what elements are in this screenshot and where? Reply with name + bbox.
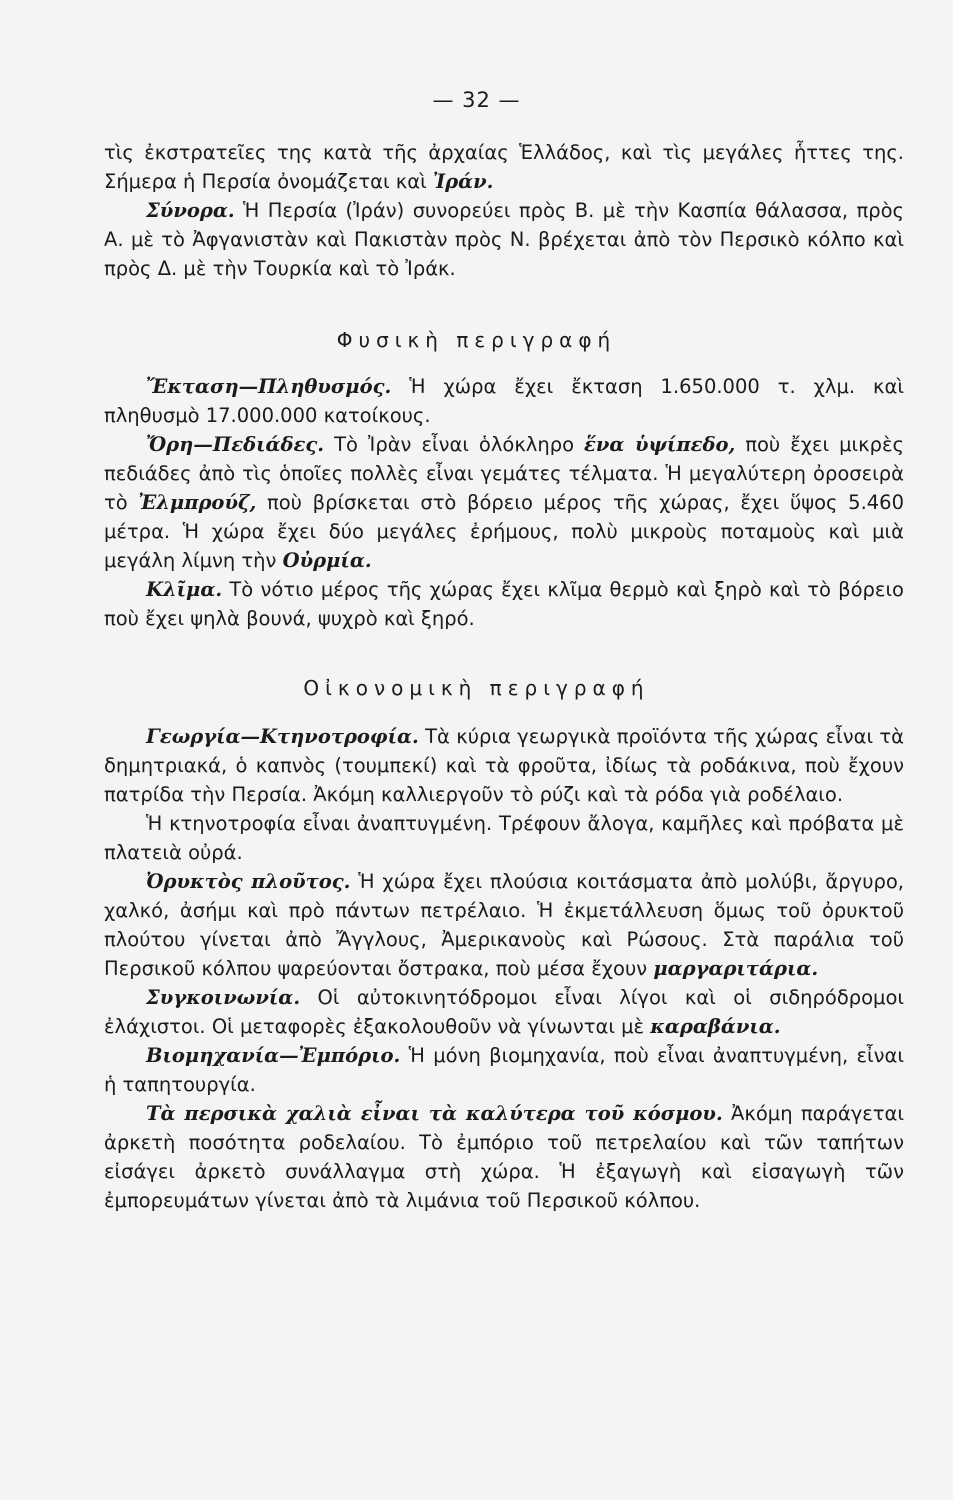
economic-block	[104, 722, 904, 1215]
economic-heading: Οἰκονομικὴ περιγραφή	[303, 676, 650, 700]
relief-emphasis-3: Οὐρμία.	[282, 549, 372, 572]
minerals-text: Ἡ χώρα ἔχει πλούσια κοιτάσματα ἀπὸ μολύβι, ἄργυρο, χαλκό, ἀσήμι καὶ πρὸ πάντων πετρέλαιο. Ἡ ἐκμετάλλευση ὅμως τοῦ ὀρυκτοῦ πλούτου γίνεται ἀπὸ Ἄγγλους, Ἀμερικανοὺς καὶ Ρώσους. Στὰ παράλια τοῦ Περσικοῦ κόλπου ψαρεύονται ὄστρακα, ποὺ μέσα ἔχουν	[104, 870, 904, 980]
economic-heading-wrap	[0, 676, 953, 700]
industry-lead: Βιομηχανία—Ἐμπόριο.	[146, 1044, 401, 1067]
carpets-lead: Τὰ περσικὰ χαλιὰ εἶναι τὰ καλύτερα τοῦ κόσμου.	[146, 1102, 723, 1125]
relief-text-3: ποὺ βρίσκεται στὸ βόρειο μέρος τῆς χώρας, ἔχει ὕψος 5.460 μέτρα. Ἡ χώρα ἔχει δύο μεγάλες ἐρήμους, πολὺ μικροὺς ποταμοὺς καὶ μιὰ μεγάλη λίμνη τὴν	[104, 491, 904, 572]
agriculture-lead: Γεωργία—Κτηνοτροφία.	[146, 725, 419, 748]
carpets-text: Ἀκόμη παράγεται ἀρκετὴ ποσότητα ροδελαίου. Τὸ ἐμπόριο τοῦ πετρελαίου καὶ τῶν ταπήτων εἰσάγει ἀρκετὸ συνάλλαγμα στὴ χώρα. Ἡ ἐξαγωγὴ καὶ εἰσαγωγὴ τῶν ἐμπορευμάτων γίνεται ἀπὸ τὰ λιμάνια τοῦ Περσικοῦ κόλπου.	[104, 1102, 904, 1212]
livestock-paragraph	[104, 809, 904, 867]
minerals-emphasis: μαργαριτάρια.	[653, 957, 819, 980]
relief-text-1: Τὸ Ἰρὰν εἶναι ὁλόκληρο	[324, 433, 585, 456]
physical-block	[104, 372, 904, 633]
carpets-paragraph	[104, 1099, 904, 1215]
relief-lead: Ὄρη—Πεδιάδες.	[146, 433, 325, 456]
transport-emphasis: καραβάνια.	[650, 1015, 781, 1038]
industry-paragraph	[104, 1041, 904, 1099]
relief-paragraph	[104, 430, 904, 575]
climate-paragraph	[104, 575, 904, 633]
area-text: Ἡ χώρα ἔχει ἔκταση 1.650.000 τ. χλμ. καὶ πληθυσμὸ 17.000.000 κατοίκους.	[104, 375, 904, 427]
intro-block	[104, 138, 904, 283]
borders-lead: Σύνορα.	[146, 199, 235, 222]
relief-text-2: ποὺ ἔχει μικρὲς πεδιάδες ἀπὸ τὶς ὁποῖες πολλὲς εἶναι γεμάτες τέλματα. Ἡ μεγαλύτερη ὀροσειρὰ τὸ	[104, 433, 904, 514]
livestock-text: Ἡ κτηνοτροφία εἶναι ἀναπτυγμένη. Τρέφουν ἄλογα, καμῆλες καὶ πρόβατα μὲ πλατειὰ οὐρά.	[104, 812, 904, 864]
transport-text: Οἱ αὐτοκινητόδρομοι εἶναι λίγοι καὶ οἱ σιδηρόδρομοι ἐλάχιστοι. Οἱ μεταφορὲς ἐξακολουθοῦν νὰ γίνωνται μὲ	[104, 986, 904, 1038]
physical-heading: Φυσικὴ περιγραφή	[336, 328, 617, 352]
intro-paragraph	[104, 138, 904, 196]
page-number: — 32 —	[432, 88, 521, 112]
minerals-paragraph	[104, 867, 904, 983]
borders-paragraph	[104, 196, 904, 283]
agriculture-paragraph	[104, 722, 904, 809]
physical-heading-wrap	[0, 328, 953, 352]
intro-text: τὶς ἐκστρατεῖες της κατὰ τῆς ἀρχαίας Ἑλλάδος, καὶ τὶς μεγάλες ἧττες της. Σήμερα ἡ Περσία ὀνομάζεται καὶ	[104, 141, 904, 193]
transport-lead: Συγκοινωνία.	[146, 986, 301, 1009]
climate-text: Τὸ νότιο μέρος τῆς χώρας ἔχει κλῖμα θερμὸ καὶ ξηρὸ καὶ τὸ βόρειο ποὺ ἔχει ψηλὰ βουνά, ψυχρὸ καὶ ξηρό.	[104, 578, 904, 630]
agriculture-text: Τὰ κύρια γεωργικὰ προϊόντα τῆς χώρας εἶναι τὰ δημητριακά, ὁ καπνὸς (τουμπεκί) καὶ τὰ φροῦτα, ἰδίως τὰ ροδάκινα, ποὺ ἔχουν πατρίδα τὴν Περσία. Ἀκόμη καλλιεργοῦν τὸ ρύζι καὶ τὰ ρόδα γιὰ ροδέλαιο.	[104, 725, 904, 806]
area-lead: Ἔκταση—Πληθυσμός.	[146, 375, 392, 398]
climate-lead: Κλῖμα.	[146, 578, 223, 601]
relief-emphasis-2: Ἐλμπρούζ,	[138, 491, 257, 514]
relief-emphasis-1: ἕνα ὑψίπεδο,	[584, 433, 736, 456]
industry-text: Ἡ μόνη βιομηχανία, ποὺ εἶναι ἀναπτυγμένη, εἶναι ἡ ταπητουργία.	[104, 1044, 904, 1096]
borders-text: Ἡ Περσία (Ἰράν) συνορεύει πρὸς Β. μὲ τὴν Κασπία θάλασσα, πρὸς Α. μὲ τὸ Ἀφγανιστὰν καὶ Πακιστὰν πρὸς Ν. βρέχεται ἀπὸ τὸν Περσικὸ κόλπο καὶ πρὸς Δ. μὲ τὴν Τουρκία καὶ τὸ Ἰράκ.	[104, 199, 904, 280]
area-paragraph	[104, 372, 904, 430]
intro-emphasis: Ἰράν.	[432, 170, 494, 193]
transport-paragraph	[104, 983, 904, 1041]
minerals-lead: Ὀρυκτὸς πλοῦτος.	[146, 870, 351, 893]
